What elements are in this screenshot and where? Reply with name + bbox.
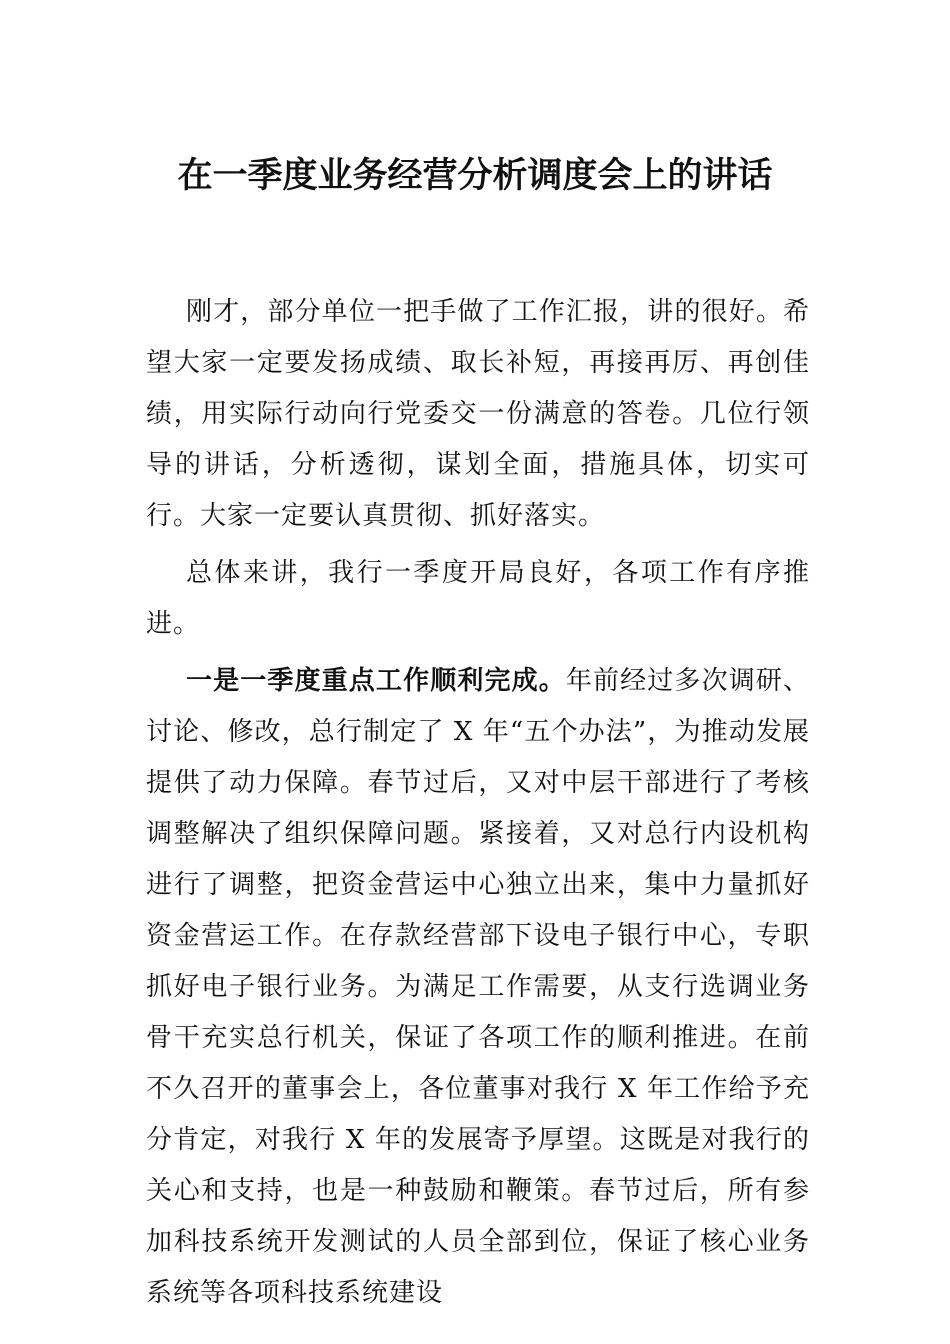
paragraph-3 bbox=[146, 656, 810, 1319]
paragraph-2 bbox=[146, 548, 810, 650]
paragraph-1 bbox=[146, 287, 810, 542]
paragraph-3-lead: 一是一季度重点工作顺利完成。 bbox=[186, 666, 566, 696]
paragraph-3-text: 年前经过多次调研、讨论、修改，总行制定了 X 年“五个办法”，为推动发展提供了动力保障。春节过后，又对中层干部进行了考核调整解决了组织保障问题。紧接着，又对总行内设机构进行了调整，把资金营运中心独立出来，集中力量抓好资金营运工作。在存款经营部下设电子银行中心，专职抓好电子银行业务。为满足工作需要，从支行选调业务骨干充实总行机关，保证了各项工作的顺利推进。在前不久召开的董事会上，各位董事对我行 X 年工作给予充分肯定，对我行 X 年的发展寄予厚望。这既是对我行的关心和支持，也是一种鼓励和鞭策。春节过后，所有参加科技系统开发测试的人员全部到位，保证了核心业务系统等各项科技系统建设 bbox=[146, 666, 810, 1308]
paragraph-1-text: 刚才，部分单位一把手做了工作汇报，讲的很好。希望大家一定要发扬成绩、取长补短，再接再厉、再创佳绩，用实际行动向行党委交一份满意的答卷。几位行领导的讲话，分析透彻，谋划全面，措施具体，切实可行。大家一定要认真贯彻、抓好落实。 bbox=[146, 297, 810, 531]
document-body bbox=[146, 287, 810, 1325]
document-title: 在一季度业务经营分析调度会上的讲话 bbox=[177, 155, 773, 196]
paragraph-2-text: 总体来讲，我行一季度开局良好，各项工作有序推进。 bbox=[146, 558, 810, 639]
